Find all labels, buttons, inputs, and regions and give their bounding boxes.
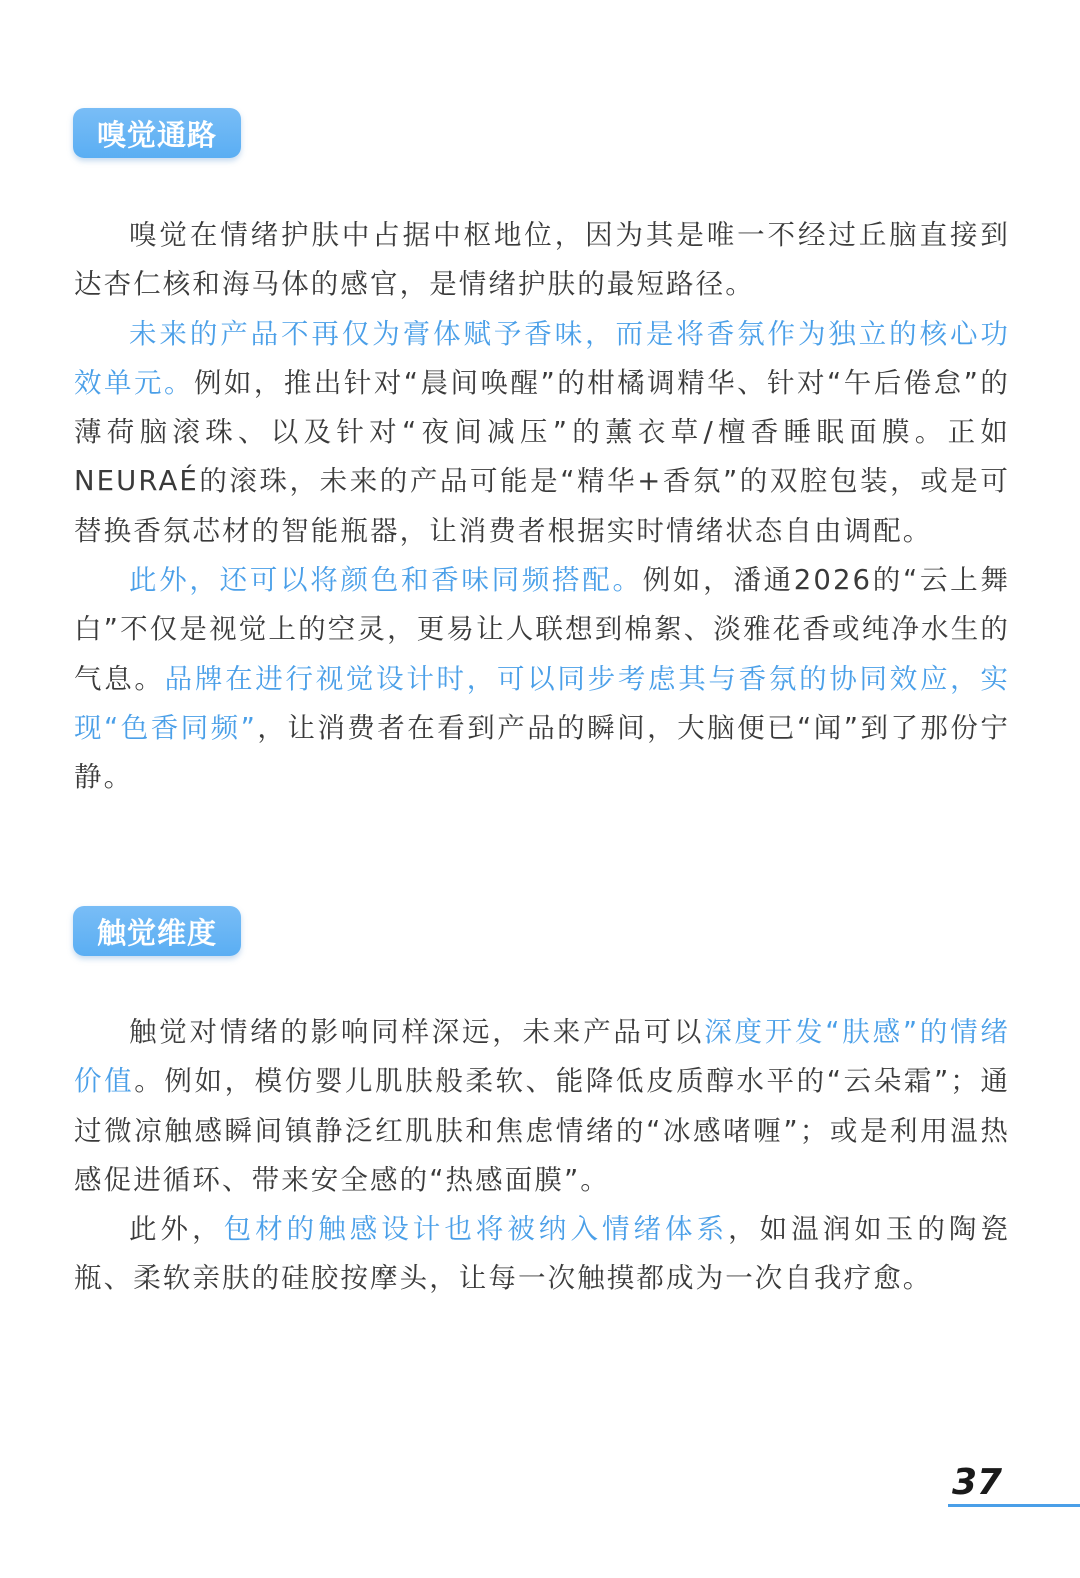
highlighted-text: 包材的触感设计也将被纳入情绪体系 — [223, 1213, 729, 1246]
body-text: 例如，推出针对“晨间唤醒”的柑橘调精华、针对“午后倦怠”的薄荷脑滚珠、以及针对“夜间减压”的薰衣草/檀香睡眠面膜。正如NEURAÉ的滚珠，未来的产品可能是“精华+香氛”的双腔包装，或是可替换香氛芯材的智能瓶器，让消费者根据实时情绪状态自由调配。 — [74, 366, 1010, 547]
paragraph — [74, 1205, 1010, 1304]
body-text: 此外， — [129, 1213, 224, 1246]
paragraph — [74, 211, 1010, 310]
body-text: 嗅觉在情绪护肤中占据中枢地位，因为其是唯一不经过丘脑直接到达杏仁核和海马体的感官，是情绪护肤的最短路径。 — [74, 219, 1010, 301]
highlighted-text: 此外，还可以将颜色和香味同频搭配。 — [129, 564, 643, 597]
paragraph — [74, 1008, 1010, 1205]
body-text: ，如温润如玉的陶瓷瓶、柔软亲肤的硅胶按摩头，让每一次触摸都成为一次自我疗愈。 — [74, 1213, 1010, 1295]
page-number-underline — [948, 1504, 1080, 1507]
highlighted-text: 未来的产品不再仅为膏体赋予香味，而是将香氛作为独立的核心功效单元。 — [74, 317, 1010, 399]
section-title-tactile: 触觉维度 — [73, 906, 241, 956]
section-body-tactile — [74, 1008, 1010, 1304]
highlighted-text: 深度开发“肤感”的情绪价值 — [74, 1016, 1011, 1098]
section-title-olfactory: 嗅觉通路 — [73, 108, 241, 158]
body-text: 例如，潘通2026的“云上舞白”不仅是视觉上的空灵，更易让人联想到棉絮、淡雅花香或纯净水生的气息。 — [74, 564, 1010, 695]
body-text: 。例如，模仿婴儿肌肤般柔软、能降低皮质醇水平的“云朵霜”；通过微凉触感瞬间镇静泛红肌肤和焦虑情绪的“冰感啫喱”；或是利用温热感促进循环、带来安全感的“热感面膜”。 — [74, 1065, 1011, 1196]
body-text: 触觉对情绪的影响同样深远，未来产品可以 — [129, 1016, 705, 1048]
highlighted-text: 品牌在进行视觉设计时，可以同步考虑其与香氛的协同效应，实现“色香同频” — [74, 662, 1010, 744]
body-text: ，让消费者在看到产品的瞬间，大脑便已“闻”到了那份宁静。 — [74, 711, 1010, 794]
page-number: 37 — [952, 1462, 1003, 1503]
section-body-olfactory — [74, 211, 1010, 803]
paragraph — [74, 556, 1010, 802]
paragraph — [74, 310, 1010, 556]
